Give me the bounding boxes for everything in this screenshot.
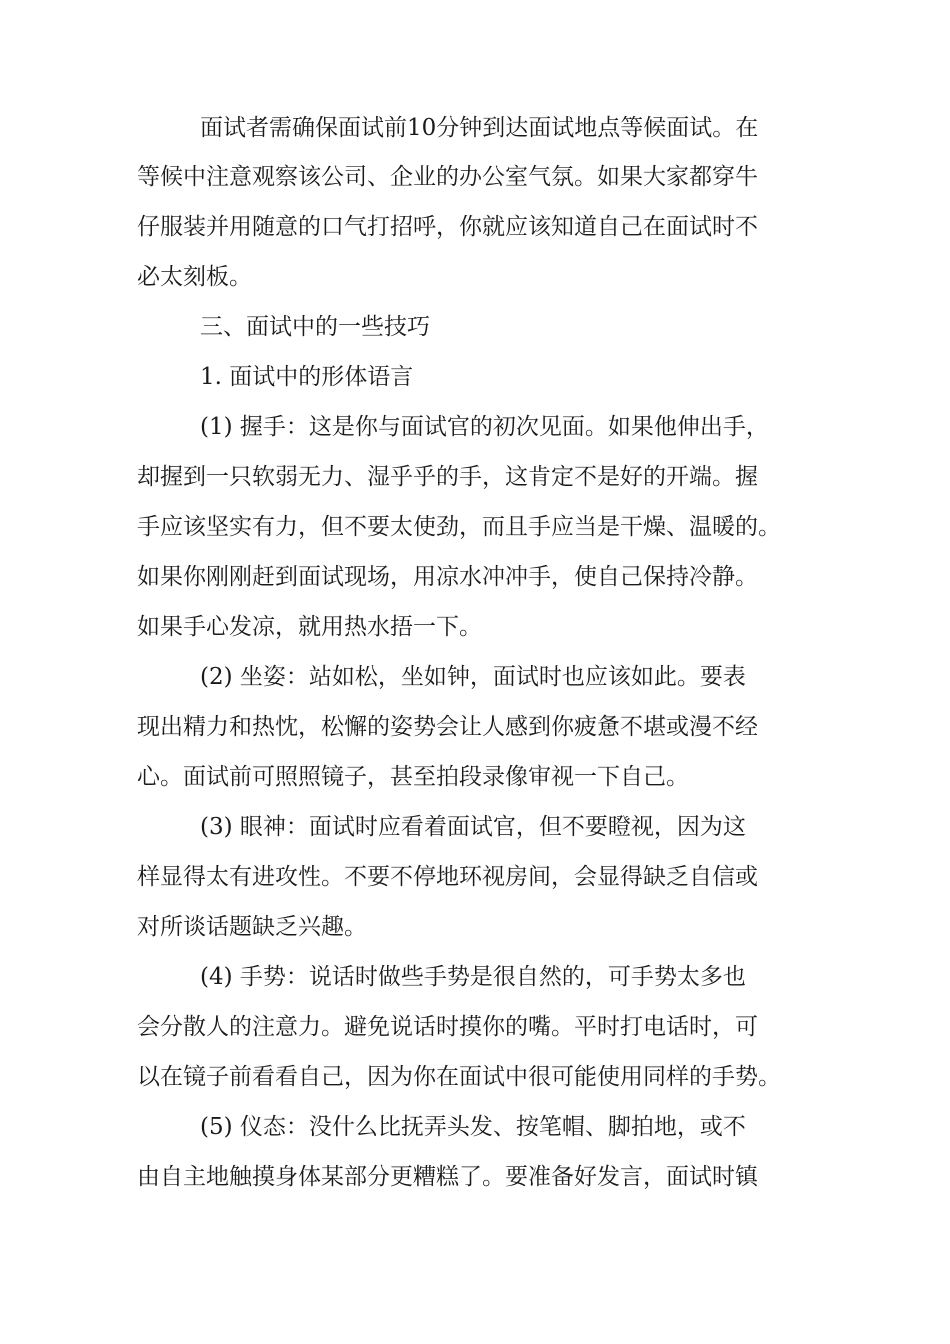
paragraph-line: 对所谈话题缺乏兴趣。 — [137, 914, 367, 940]
paragraph-line: 手应该坚实有力，但不要太使劲，而且手应当是干燥、温暖的。 — [137, 514, 781, 540]
paragraph-line: 如果你刚刚赶到面试现场，用凉水冲冲手，使自己保持冷静。 — [137, 564, 758, 590]
paragraph-line: (2) 坐姿：站如松，坐如钟，面试时也应该如此。要表 — [200, 664, 746, 690]
paragraph-line: 会分散人的注意力。避免说话时摸你的嘴。平时打电话时，可 — [137, 1014, 758, 1040]
subsection-heading: 1. 面试中的形体语言 — [200, 364, 414, 390]
paragraph-line: 心。面试前可照照镜子，甚至拍段录像审视一下自己。 — [137, 764, 689, 790]
paragraph-line: (4) 手势：说话时做些手势是很自然的，可手势太多也 — [200, 964, 746, 990]
paragraph-line: (3) 眼神：面试时应看着面试官，但不要瞪视，因为这 — [200, 814, 746, 840]
paragraph-line: 仔服装并用随意的口气打招呼，你就应该知道自己在面试时不 — [137, 214, 758, 240]
paragraph-line: 却握到一只软弱无力、湿乎乎的手，这肯定不是好的开端。握 — [137, 464, 758, 490]
section-heading: 三、面试中的一些技巧 — [200, 314, 430, 340]
paragraph-line: 等候中注意观察该公司、企业的办公室气氛。如果大家都穿牛 — [137, 164, 758, 190]
paragraph-line: 现出精力和热忱，松懈的姿势会让人感到你疲惫不堪或漫不经 — [137, 714, 758, 740]
paragraph-line: 由自主地触摸身体某部分更糟糕了。要准备好发言，面试时镇 — [137, 1164, 758, 1190]
paragraph-line: 如果手心发凉，就用热水捂一下。 — [137, 614, 482, 640]
paragraph-line: 必太刻板。 — [137, 264, 252, 290]
paragraph-line: 以在镜子前看看自己，因为你在面试中很可能使用同样的手势。 — [137, 1064, 781, 1090]
paragraph-line: 样显得太有进攻性。不要不停地环视房间，会显得缺乏自信或 — [137, 864, 758, 890]
paragraph-line: (5) 仪态：没什么比抚弄头发、按笔帽、脚拍地，或不 — [200, 1114, 746, 1140]
paragraph-line: 面试者需确保面试前10分钟到达面试地点等候面试。在 — [200, 115, 759, 141]
paragraph-line: (1) 握手：这是你与面试官的初次见面。如果他伸出手， — [200, 414, 769, 440]
